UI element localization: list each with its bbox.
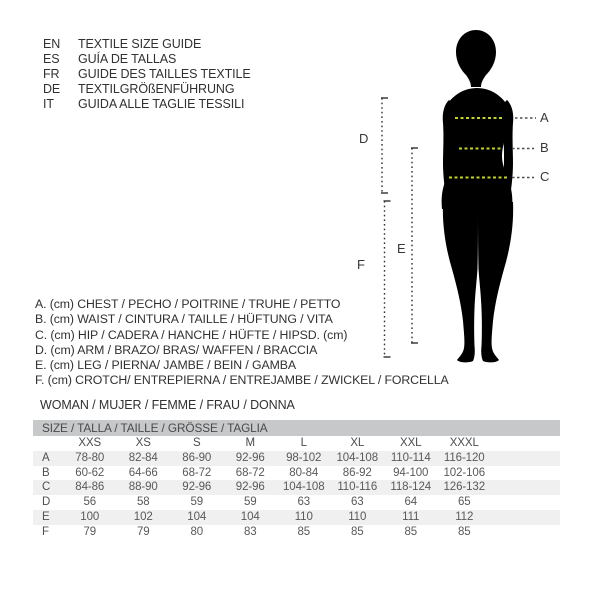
language-row-fr [43,67,251,82]
guide-title: GUÍA DE TALLAS [78,52,177,66]
col-header-xxl: XXL [400,437,422,449]
language-row-en [43,37,251,52]
value-cell: 92-96 [182,481,212,494]
guide-title: GUIDA ALLE TAGLIE TESSILI [78,97,245,111]
language-code: IT [43,97,54,111]
value-cell: 59 [243,496,257,509]
value-cell: 68-72 [235,466,265,479]
legend-waist: B. (cm) WAIST / CINTURA / TAILLE / HÜFTUNG / VITA [35,312,333,327]
value-cell: 64 [404,496,418,509]
value-cell: 92-96 [235,451,265,464]
section-title-woman: WOMAN / MUJER / FEMME / FRAU / DONNA [40,398,295,412]
table-row-hip [33,480,560,495]
row-label: B [42,466,50,479]
language-code: DE [43,82,61,96]
value-cell: 82-84 [128,451,158,464]
row-label: A [42,451,50,464]
value-cell: 79 [83,525,97,538]
value-cell: 104-108 [336,451,378,464]
value-cell: 110 [294,510,313,523]
value-cell: 110 [348,510,367,523]
value-cell: 102-106 [443,466,485,479]
value-cell: 68-72 [182,466,212,479]
value-cell: 88-90 [128,481,158,494]
size-table [33,420,560,540]
legend-leg: E. (cm) LEG / PIERNA/ JAMBE / BEIN / GAMBA [35,358,296,373]
table-row-arm [33,495,560,510]
guide-title: GUIDE DES TAILLES TEXTILE [78,67,251,81]
value-cell: 80 [190,525,204,538]
value-cell: 85 [350,525,364,538]
value-cell: 64-66 [128,466,158,479]
value-cell: 111 [402,510,420,523]
table-row-chest [33,451,560,466]
legend-arm: D. (cm) ARM / BRAZO/ BRAS/ WAFFEN / BRACCIA [35,342,318,357]
value-cell: 85 [297,525,311,538]
guide-title: TEXTILGRÖßENFÜHRUNG [78,82,235,96]
language-row-de [43,82,251,97]
language-row-it [43,97,251,112]
col-header-xxs: XXS [78,437,102,449]
language-title-list [43,37,251,112]
value-cell: 118-124 [390,481,432,494]
table-row-waist [33,466,560,481]
column-header-row [33,436,560,451]
col-header-l: L [300,437,307,449]
marker-arm: D [359,131,369,146]
value-cell: 112 [455,510,474,523]
measurement-legend [35,297,449,389]
col-header-xxxl: XXXL [449,437,479,449]
col-header-s: S [192,437,201,449]
value-cell: 79 [136,525,150,538]
language-code: EN [43,37,61,51]
value-cell: 65 [457,496,471,509]
value-cell: 85 [404,525,418,538]
value-cell: 104-108 [282,481,325,494]
right-leg-shape [478,202,513,362]
col-header-xs: XS [135,437,151,449]
value-cell: 94-100 [393,466,429,479]
value-cell: 59 [190,496,204,509]
value-cell: 98-102 [286,451,322,464]
marker-crotch: F [357,257,365,272]
value-cell: 80-84 [289,466,319,479]
row-label: E [42,510,50,523]
language-code: FR [43,67,60,81]
value-cell: 92-96 [235,481,265,494]
value-cell: 58 [136,496,150,509]
row-label: C [42,481,51,494]
value-cell: 63 [350,496,364,509]
value-cell: 78-80 [75,451,105,464]
pointer-dashes [512,118,536,178]
value-cell: 63 [297,496,311,509]
row-label: F [42,525,49,538]
woman-silhouette [442,30,514,362]
legend-hip: C. (cm) HIP / CADERA / HANCHE / HÜFTE / HIPSD. (cm) [35,327,348,342]
value-cell: 100 [80,510,100,523]
row-label: D [42,496,51,509]
value-cell: 110-116 [337,481,378,494]
legend-chest: A. (cm) CHEST / PECHO / POITRINE / TRUHE / PETTO [35,297,341,311]
value-cell: 110-114 [390,451,431,464]
head-shape [456,30,496,87]
value-cell: 83 [243,525,257,538]
value-cell: 60-62 [75,466,105,479]
value-cell: 84-86 [75,481,105,494]
value-cell: 102 [133,510,153,523]
value-cell: 86-92 [342,466,372,479]
marker-hip: C [540,169,550,184]
value-cell: 85 [457,525,471,538]
value-cell: 116-120 [443,451,485,464]
table-row-leg [33,510,560,525]
corner-cell [33,436,63,451]
table-row-crotch [33,525,560,540]
marker-chest: A [540,110,549,125]
marker-waist: B [540,140,549,155]
value-cell: 104 [187,510,207,523]
marker-leg: E [397,241,406,256]
legend-crotch: F. (cm) CROTCH/ ENTREPIERNA / ENTREJAMBE / ZWICKEL / FORCELLA [35,373,449,388]
col-header-xl: XL [350,437,365,449]
language-row-es [43,52,251,67]
value-cell: 104 [240,510,260,523]
guide-title: TEXTILE SIZE GUIDE [78,37,202,51]
value-cell: 56 [83,496,97,509]
value-cell: 86-90 [182,451,212,464]
table-header-bar: SIZE / TALLA / TAILLE / GRÖSSE / TAGLIA [33,420,560,436]
col-header-m: M [245,437,255,449]
language-code: ES [43,52,60,66]
value-cell: 126-132 [443,481,485,494]
